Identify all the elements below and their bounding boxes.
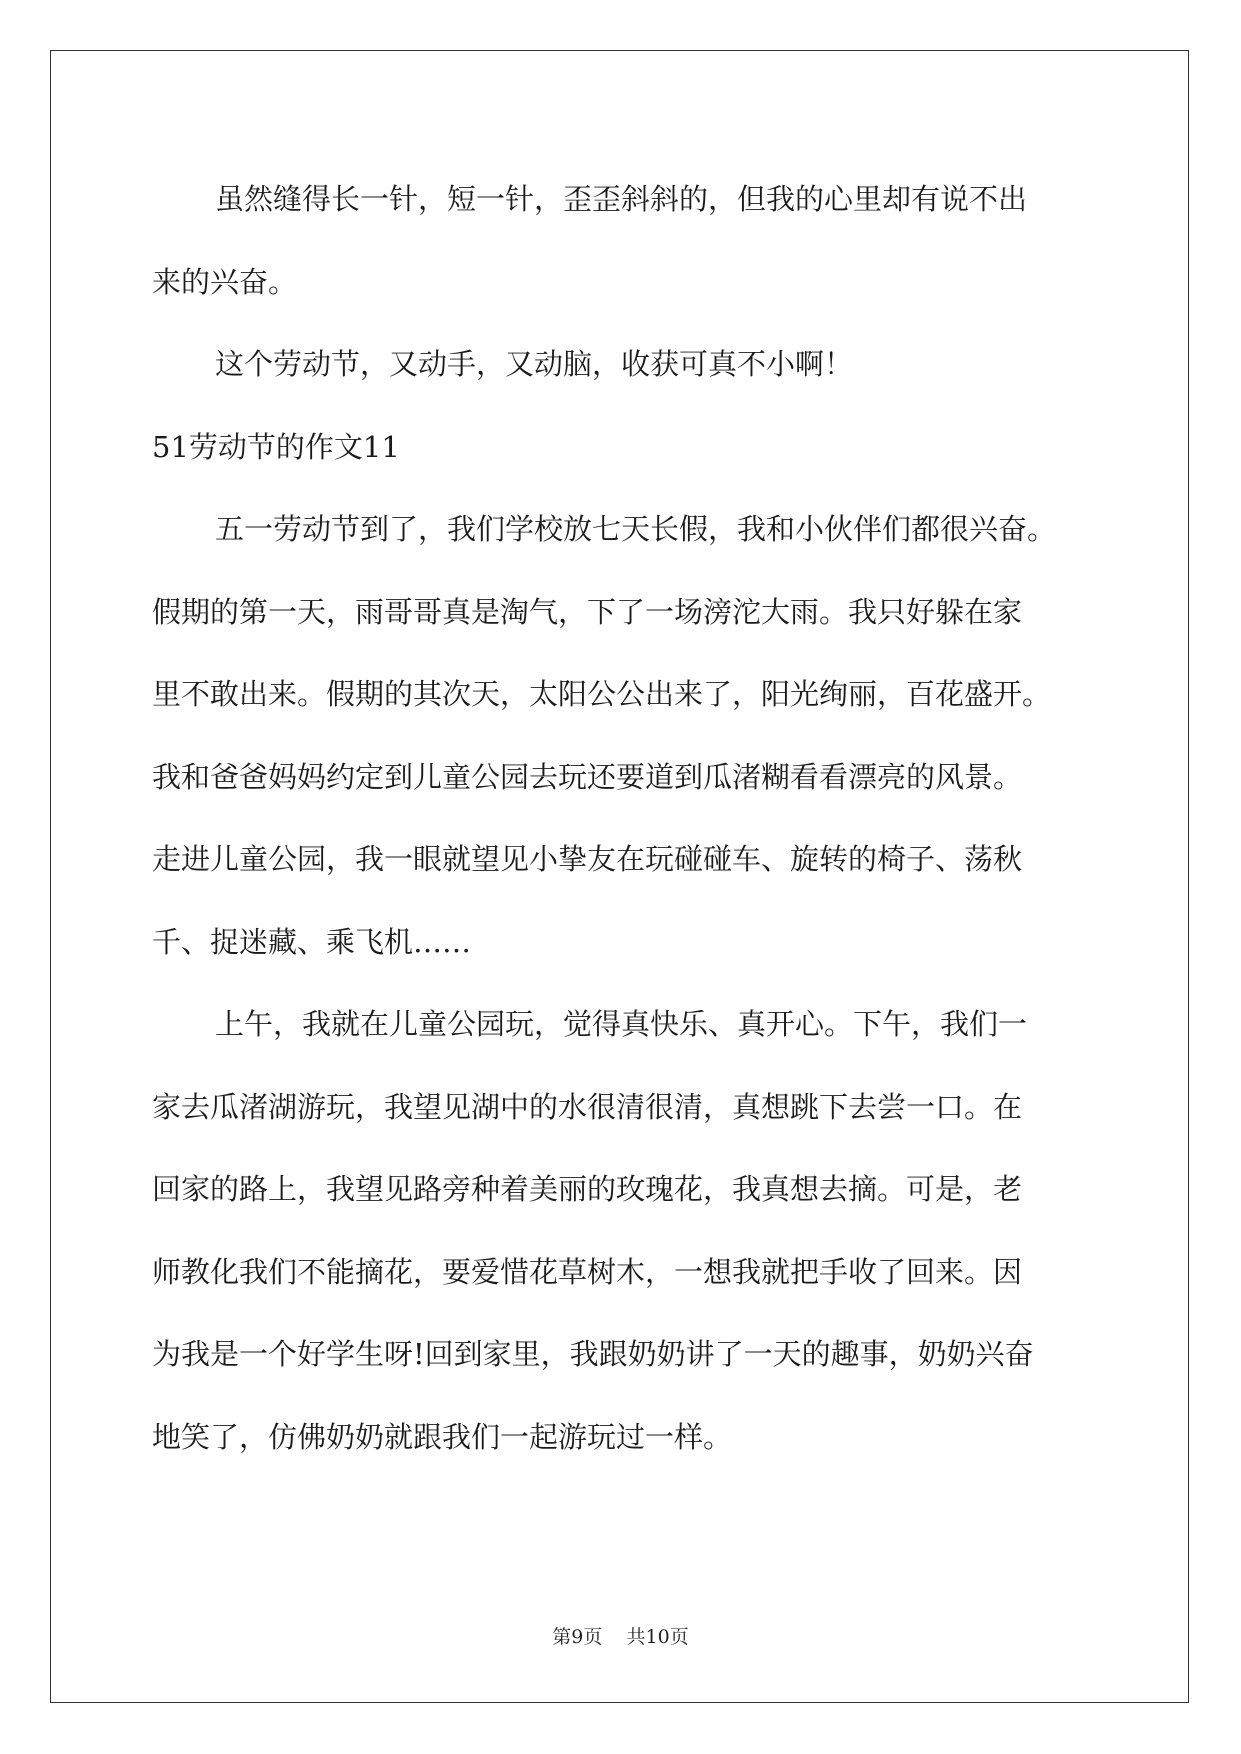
page-total: 共10页 [626,1626,689,1648]
page-footer [0,1625,1241,1649]
paragraph-line: 千、捉迷藏、乘飞机…… [152,924,472,959]
paragraph-line: 这个劳动节，又动手，又动脑，收获可真不小啊！ [215,347,854,381]
paragraph-line: 走进儿童公园，我一眼就望见小挚友在玩碰碰车、旋转的椅子、荡秋 [152,842,1023,876]
paragraph-line: 师教化我们不能摘花，要爱惜花草树木，一想我就把手收了回来。因 [152,1254,1023,1289]
paragraph-line: 我和爸爸妈妈约定到儿童公园去玩还要道到瓜渚糊看看漂亮的风景。 [152,759,1023,794]
paragraph-line: 里不敢出来。假期的其次天，太阳公公出来了，阳光绚丽，百花盛开。 [152,677,1052,711]
paragraph-line: 为我是一个好学生呀!回到家里，我跟奶奶讲了一天的趣事，奶奶兴奋 [152,1337,1034,1371]
paragraph-line: 虽然缝得长一针，短一针，歪歪斜斜的，但我的心里却有说不出 [215,182,1028,216]
paragraph-line: 假期的第一天，雨哥哥真是淘气，下了一场滂沱大雨。我只好躲在家 [152,594,1023,629]
section-heading: 51劳动节的作文11 [152,429,400,464]
paragraph-line: 回家的路上，我望见路旁种着美丽的玫瑰花，我真想去摘。可是，老 [152,1172,1023,1206]
paragraph-line: 家去瓜渚湖游玩，我望见湖中的水很清很清，真想跳下去尝一口。在 [152,1089,1023,1124]
paragraph-line: 地笑了，仿佛奶奶就跟我们一起游玩过一样。 [152,1419,733,1454]
page-number: 第9页 [552,1626,603,1648]
paragraph-line: 五一劳动节到了，我们学校放七天长假，我和小伙伴们都很兴奋。 [215,512,1057,546]
paragraph-line: 来的兴奋。 [152,264,298,299]
paragraph-line: 上午，我就在儿童公园玩，觉得真快乐、真开心。下午，我们一 [215,1007,1028,1041]
document-body [152,158,1092,1478]
